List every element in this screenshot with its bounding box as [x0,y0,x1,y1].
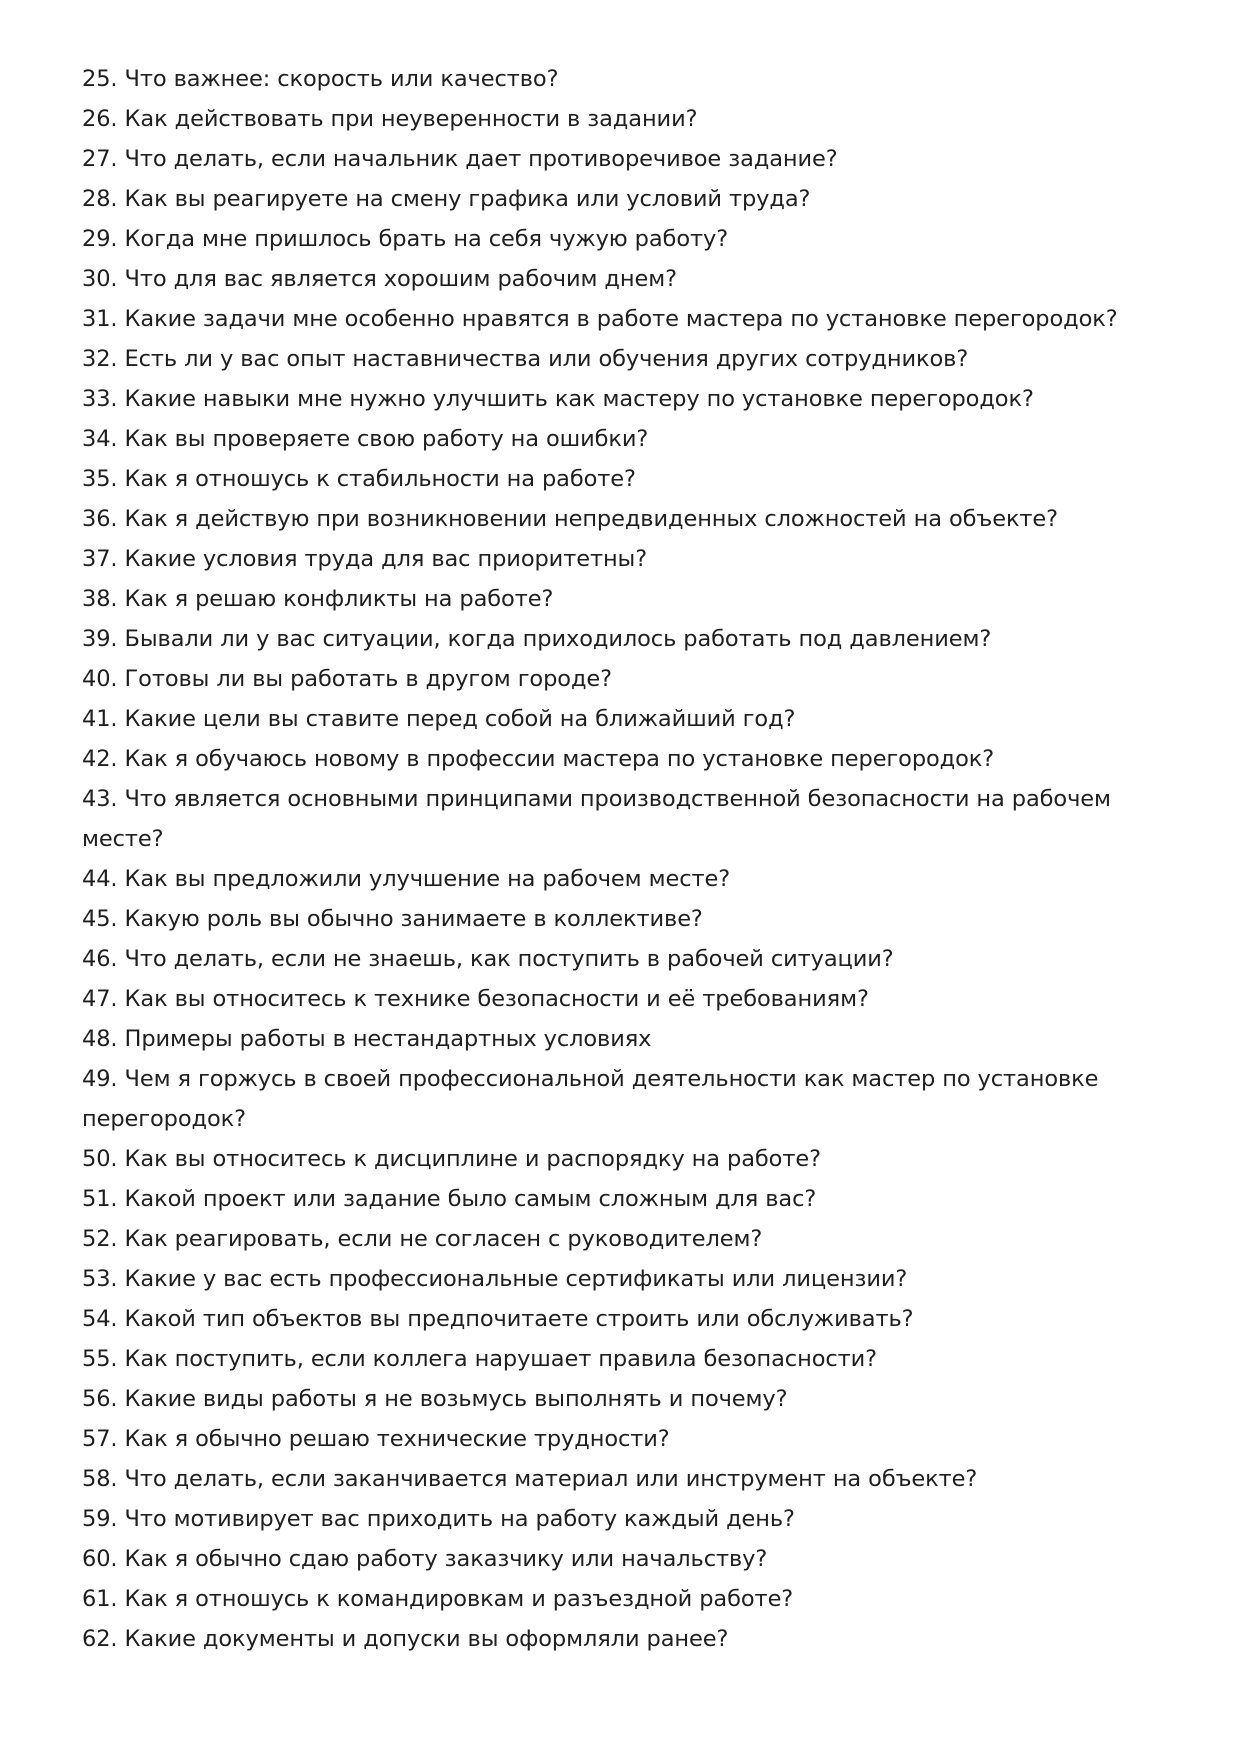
list-item: 59. Что мотивирует вас приходить на работу каждый день? [82,1506,795,1532]
list-item: 33. Какие навыки мне нужно улучшить как мастеру по установке перегородок? [82,386,1034,412]
list-item: 32. Есть ли у вас опыт наставничества или обучения других сотрудников? [82,346,969,372]
list-item: 25. Что важнее: скорость или качество? [82,66,559,92]
list-item: 58. Что делать, если заканчивается материал или инструмент на объекте? [82,1466,978,1492]
list-item: 55. Как поступить, если коллега нарушает правила безопасности? [82,1346,878,1372]
list-item: 46. Что делать, если не знаешь, как поступить в рабочей ситуации? [82,946,894,972]
list-item: 28. Как вы реагируете на смену графика или условий труда? [82,186,811,212]
list-item: 50. Как вы относитесь к дисциплине и распорядку на работе? [82,1146,821,1172]
list-item: 38. Как я решаю конфликты на работе? [82,586,554,612]
list-item: 39. Бывали ли у вас ситуации, когда приходилось работать под давлением? [82,626,992,652]
list-item: 44. Как вы предложили улучшение на рабочем месте? [82,866,731,892]
list-item: 34. Как вы проверяете свою работу на ошибки? [82,426,649,452]
list-item: 36. Как я действую при возникновении непредвиденных сложностей на объекте? [82,506,1059,532]
list-item: 61. Как я отношусь к командировкам и разъездной работе? [82,1586,794,1612]
list-item: 27. Что делать, если начальник дает противоречивое задание? [82,146,838,172]
list-item: 49. Чем я горжусь в своей профессиональной деятельности как мастер по установке перегородок? [82,1066,1099,1132]
list-item: 37. Какие условия труда для вас приоритетны? [82,546,648,572]
list-item: 52. Как реагировать, если не согласен с руководителем? [82,1226,763,1252]
list-item: 26. Как действовать при неуверенности в задании? [82,106,698,132]
list-item: 47. Как вы относитесь к технике безопасности и её требованиям? [82,986,869,1012]
list-item: 60. Как я обычно сдаю работу заказчику или начальству? [82,1546,768,1572]
list-item: 62. Какие документы и допуски вы оформляли ранее? [82,1626,729,1652]
list-item: 54. Какой тип объектов вы предпочитаете строить или обслуживать? [82,1306,914,1332]
list-item: 57. Как я обычно решаю технические трудности? [82,1426,670,1452]
list-item: 43. Что является основными принципами производственной безопасности на рабочем месте? [82,786,1111,852]
list-item: 53. Какие у вас есть профессиональные сертификаты или лицензии? [82,1266,908,1292]
list-item: 29. Когда мне пришлось брать на себя чужую работу? [82,226,729,252]
list-item: 40. Готовы ли вы работать в другом городе? [82,666,612,692]
list-item: 51. Какой проект или задание было самым сложным для вас? [82,1186,817,1212]
list-item: 35. Как я отношусь к стабильности на работе? [82,466,636,492]
list-item: 30. Что для вас является хорошим рабочим днем? [82,266,677,292]
list-item: 41. Какие цели вы ставите перед собой на ближайший год? [82,706,796,732]
question-list [82,59,1162,1659]
list-item: 56. Какие виды работы я не возьмусь выполнять и почему? [82,1386,788,1412]
list-item: 45. Какую роль вы обычно занимаете в коллективе? [82,906,703,932]
list-item: 31. Какие задачи мне особенно нравятся в работе мастера по установке перегородок? [82,306,1118,332]
list-item: 42. Как я обучаюсь новому в профессии мастера по установке перегородок? [82,746,995,772]
list-item: 48. Примеры работы в нестандартных условиях [82,1026,652,1052]
